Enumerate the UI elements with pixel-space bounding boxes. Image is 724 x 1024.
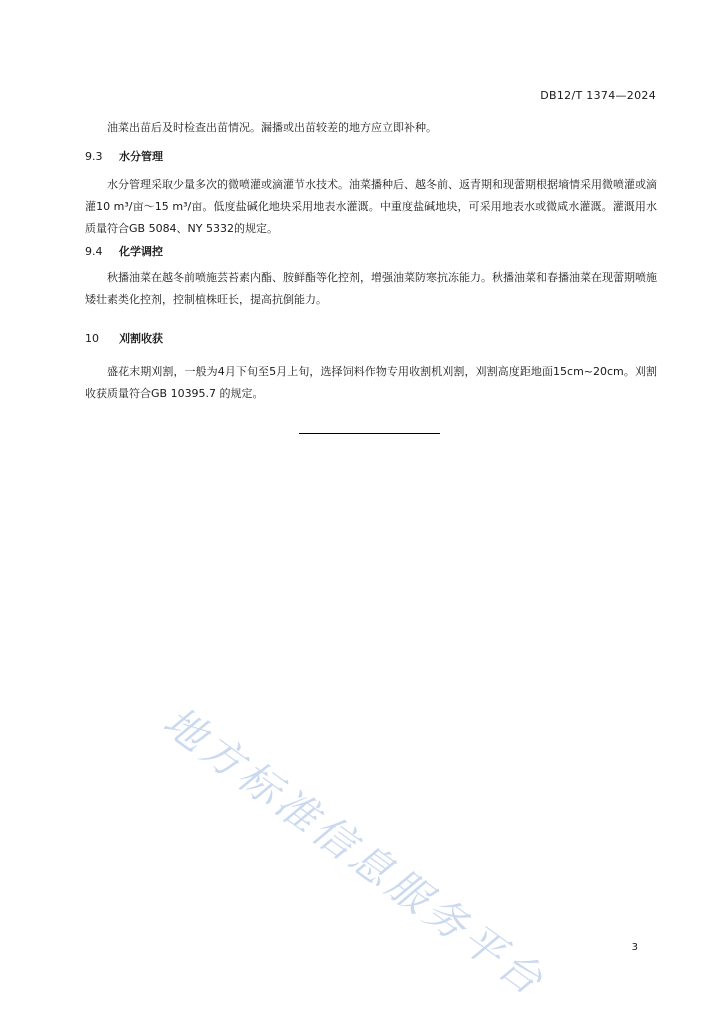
section-9-3-body — [85, 174, 657, 240]
intro-paragraph-block — [85, 117, 657, 139]
section-title: 刈割收获 — [119, 332, 163, 345]
section-10-body — [85, 361, 657, 405]
section-number: 9.4 — [85, 245, 103, 258]
end-of-document-rule — [299, 433, 440, 434]
section-number: 10 — [85, 332, 99, 345]
section-9-3-heading — [85, 148, 163, 164]
section-title: 水分管理 — [119, 150, 163, 163]
section-paragraph: 秋播油菜在越冬前喷施芸苔素内酯、胺鲜酯等化控剂，增强油菜防寒抗冻能力。秋播油菜和春播油菜在现蕾期喷施矮壮素类化控剂，控制植株旺长，提高抗倒能力。 — [85, 271, 657, 306]
section-9-4-body — [85, 267, 657, 311]
document-header-code: DB12/T 1374—2024 — [540, 89, 656, 102]
section-9-4-heading — [85, 243, 163, 259]
section-number: 9.3 — [85, 150, 103, 163]
section-paragraph: 盛花末期刈割，一般为4月下旬至5月上旬，选择饲料作物专用收割机刈割，刈割高度距地面15cm~20cm。刈割收获质量符合GB 10395.7 的规定。 — [85, 365, 657, 400]
intro-paragraph: 油菜出苗后及时检查出苗情况。漏播或出苗较差的地方应立即补种。 — [107, 121, 437, 134]
section-10-heading — [85, 330, 163, 346]
page-number: 3 — [631, 942, 638, 953]
section-paragraph: 水分管理采取少量多次的微喷灌或滴灌节水技术。油菜播种后、越冬前、返青期和现蕾期根据墒情采用微喷灌或滴灌10 m³/亩～15 m³/亩。低度盐碱化地块采用地表水灌溉。中重度盐碱地块，可采用地表水或微咸水灌溉。灌溉用水质量符合GB 5084、NY 5332的规定。 — [85, 178, 657, 235]
watermark-text: 地方标准信息服务平台 — [154, 697, 555, 1007]
section-title: 化学调控 — [119, 245, 163, 258]
